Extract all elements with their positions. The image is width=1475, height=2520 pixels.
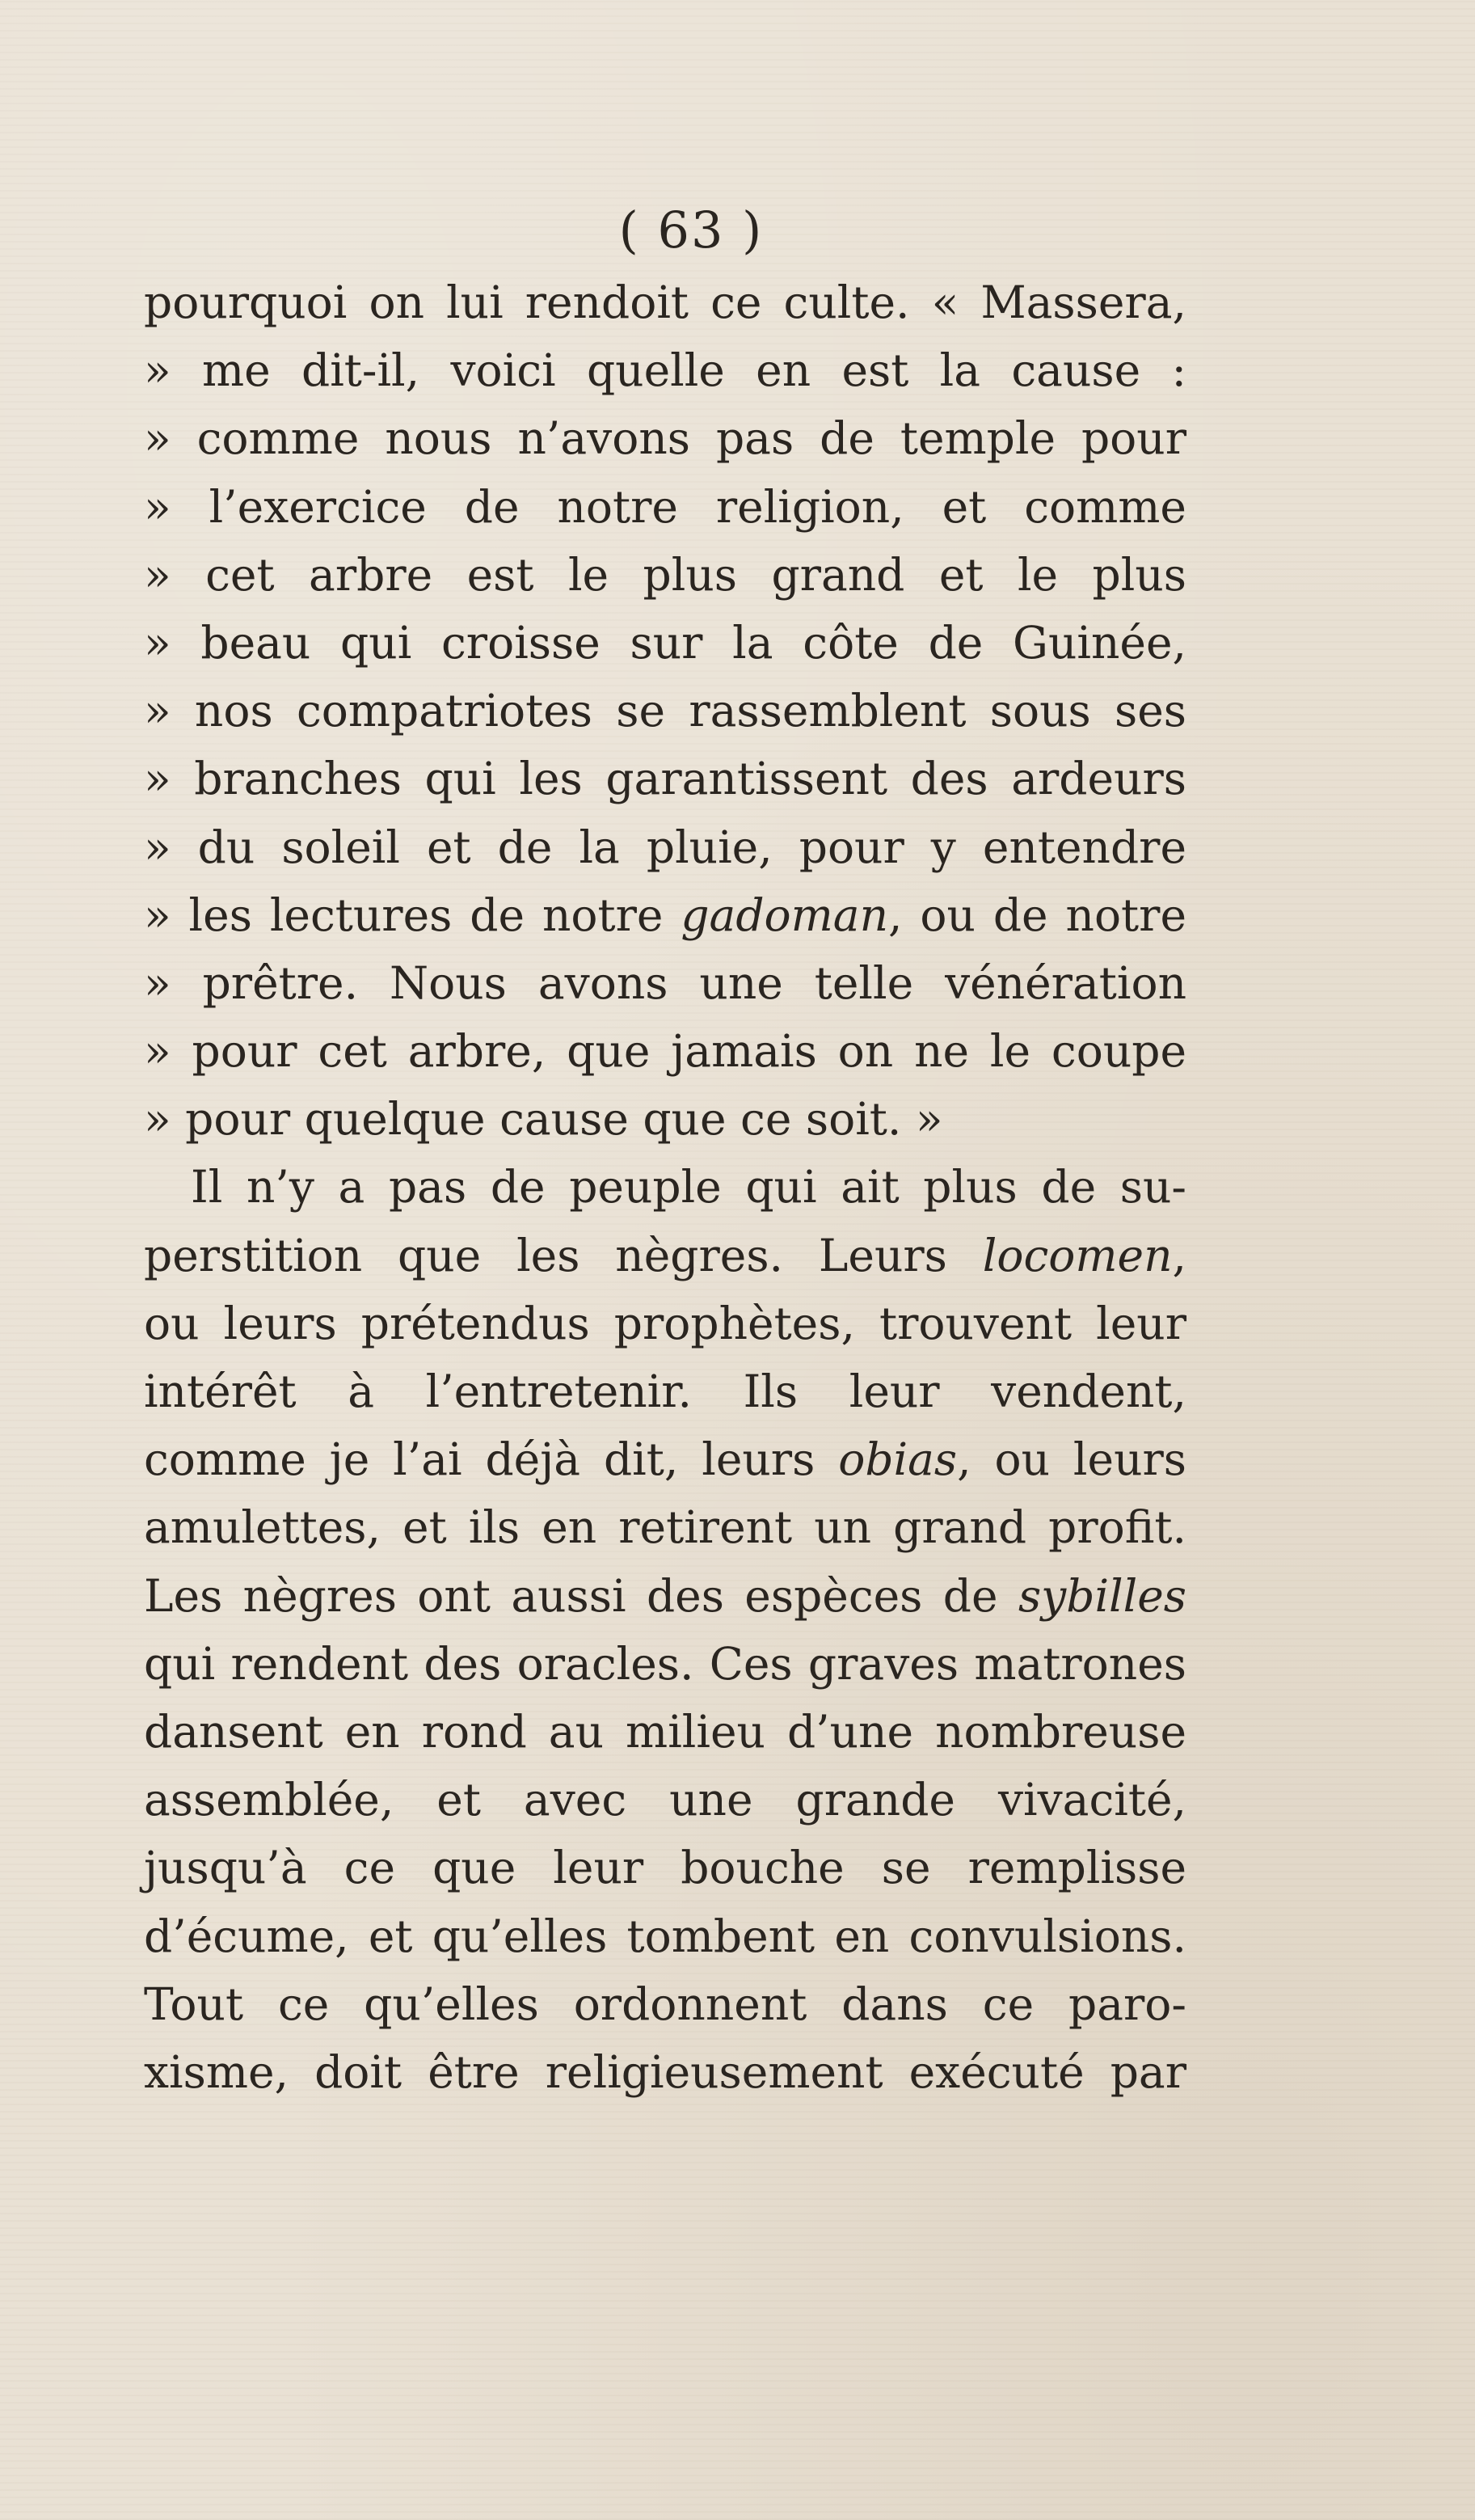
text-line [144, 541, 1186, 609]
text-segment: , ou leurs [957, 1433, 1187, 1486]
text-segment: assemblée, et avec une grande vivacité, [144, 1774, 1186, 1826]
text-segment: amulettes, et ils en retirent un grand profit. [144, 1501, 1186, 1554]
text-segment: ou leurs prétendus prophètes, trouvent leur [144, 1297, 1186, 1349]
text-line [144, 336, 1186, 404]
italic-word: obias [838, 1433, 958, 1486]
text-line [144, 1017, 1186, 1085]
text-line [144, 1766, 1186, 1834]
text-segment: » du soleil et de la pluie, pour y entendre [144, 821, 1186, 873]
text-line [144, 1493, 1186, 1561]
text-line [144, 813, 1186, 881]
text-line [144, 745, 1186, 813]
italic-word: gadoman [681, 889, 889, 941]
text-segment: » les lectures de notre [144, 889, 681, 941]
text-line [144, 1970, 1186, 2038]
text-segment: » l’exercice de notre religion, et comme [144, 480, 1186, 533]
text-line [144, 1425, 1186, 1493]
text-segment: d’écume, et qu’elles tombent en convulsions. [144, 1910, 1186, 1962]
page-number: ( 63 ) [618, 201, 764, 260]
text-segment: intérêt à l’entretenir. Ils leur vendent, [144, 1366, 1186, 1417]
text-segment: Il n’y a pas de peuple qui ait plus de su- [191, 1161, 1186, 1214]
text-segment: perstition que les nègres. Leurs [144, 1229, 983, 1281]
text-line [144, 1357, 1186, 1425]
text-segment: , [1172, 1229, 1186, 1281]
text-line [144, 1630, 1186, 1698]
text-line [144, 1085, 1186, 1153]
text-line [144, 1153, 1186, 1221]
text-segment: » me dit-il, voici quelle en est la cause : [144, 344, 1186, 397]
text-segment: » pour cet arbre, que jamais on ne le coupe [144, 1025, 1186, 1078]
text-line [144, 677, 1186, 745]
text-line [144, 1902, 1186, 1970]
italic-word: locomen [982, 1229, 1173, 1281]
text-segment: xisme, doit être religieusement exécuté par [144, 2045, 1186, 2098]
text-segment: , ou de notre [888, 889, 1186, 941]
text-segment: pourquoi on lui rendoit ce culte. « Massera, [144, 276, 1186, 328]
text-line [144, 2038, 1186, 2106]
text-line [144, 1222, 1186, 1290]
text-line [144, 881, 1186, 949]
text-segment: » cet arbre est le plus grand et le plus [144, 548, 1186, 601]
text-segment: Tout ce qu’elles ordonnent dans ce paro- [144, 1978, 1186, 2030]
text-line [144, 268, 1186, 336]
text-segment: dansent en rond au milieu d’une nombreuse [144, 1705, 1186, 1758]
text-segment: » pour quelque cause que ce soit. » [144, 1093, 943, 1146]
body-text [144, 268, 1186, 2106]
italic-word: sybilles [1018, 1569, 1186, 1622]
text-segment: comme je l’ai déjà dit, leurs [144, 1433, 839, 1486]
text-segment: jusqu’à ce que leur bouche se remplisse [144, 1842, 1186, 1894]
text-line [144, 1834, 1186, 1902]
text-line [144, 404, 1186, 472]
text-segment: Les nègres ont aussi des espèces de [144, 1569, 1018, 1622]
text-line [144, 1562, 1186, 1630]
text-line [144, 1698, 1186, 1766]
text-line [144, 1290, 1186, 1357]
text-segment: » branches qui les garantissent des ardeurs [144, 753, 1186, 805]
text-segment: qui rendent des oracles. Ces graves matrones [144, 1637, 1186, 1690]
text-segment: » nos compatriotes se rassemblent sous ses [144, 685, 1186, 737]
text-segment: » prêtre. Nous avons une telle vénération [144, 956, 1186, 1009]
text-segment: » beau qui croisse sur la côte de Guinée, [144, 616, 1186, 669]
text-line [144, 473, 1186, 541]
text-line [144, 609, 1186, 677]
text-segment: » comme nous n’avons pas de temple pour [144, 412, 1186, 465]
text-line [144, 949, 1186, 1017]
